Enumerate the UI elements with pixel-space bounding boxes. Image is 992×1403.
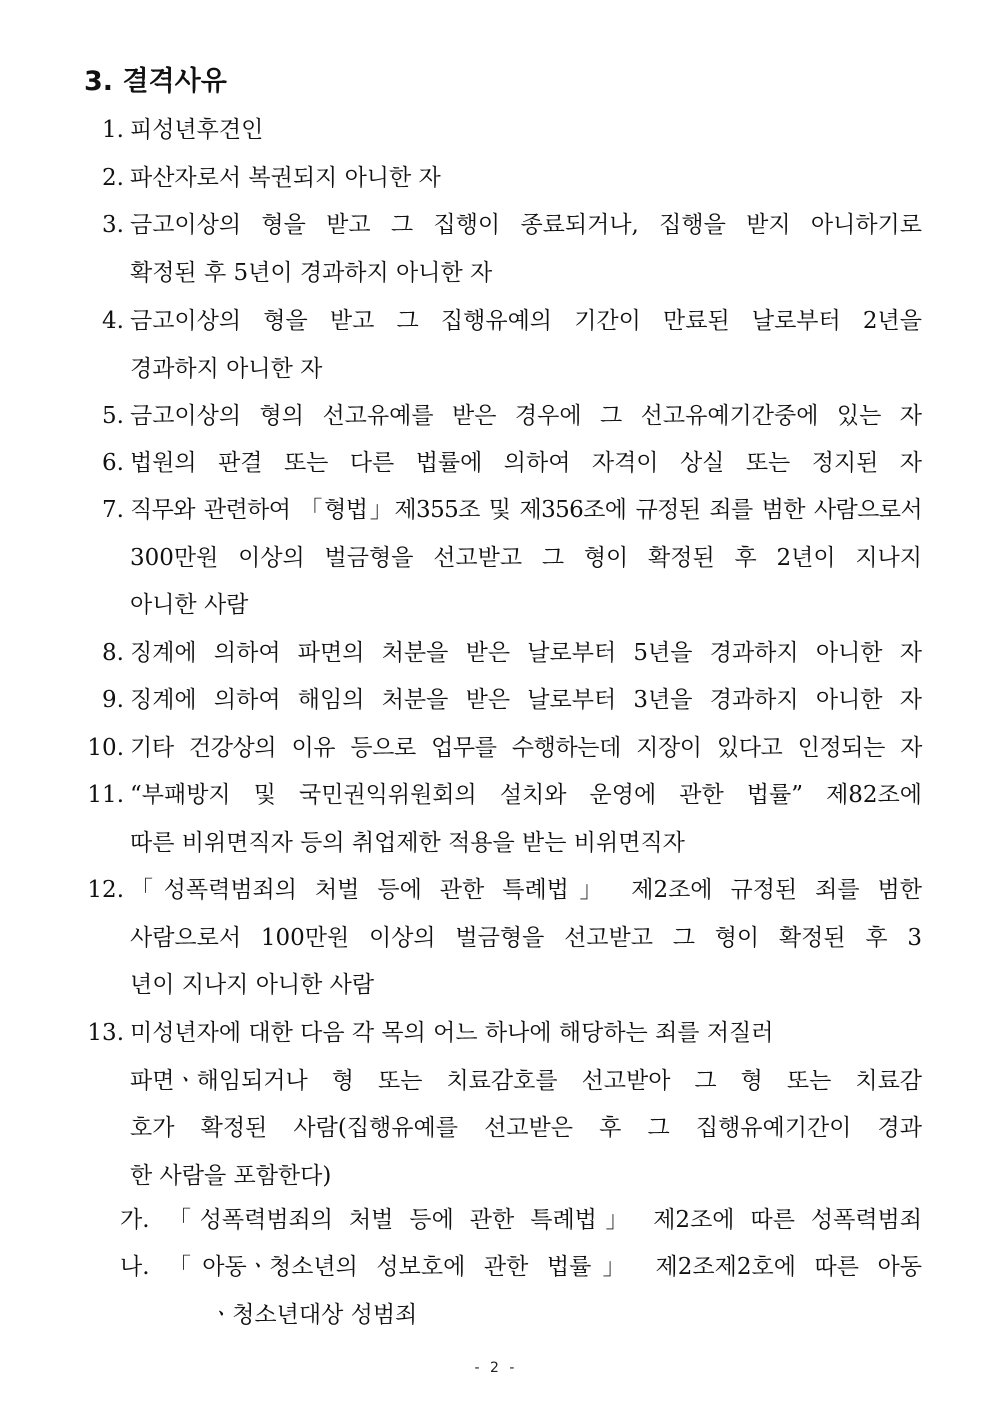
list-item [80, 725, 922, 773]
item-text [130, 772, 922, 867]
sub-item-line: 「아동ㆍ청소년의 성보호에 관한 법률」 제2조제2호에 따른 아동 [168, 1254, 922, 1280]
list-item [80, 487, 922, 630]
list-item [80, 630, 922, 678]
item-number: 5. [102, 403, 124, 429]
item-line: 금고이상의 형을 받고 그 집행이 종료되거나, 집행을 받지 아니하기로 [130, 212, 922, 238]
item-line: 직무와 관련하여 「형법」제355조 및 제356조에 규정된 죄를 범한 사람으로서 [130, 497, 922, 523]
sub-item-mark: 가. [120, 1207, 150, 1233]
item-text [130, 155, 922, 203]
item-text [130, 867, 922, 1010]
list-item [80, 440, 922, 488]
list-item [80, 298, 922, 393]
item-text [130, 677, 922, 725]
item-line: 호가 확정된 사람(집행유예를 선고받은 후 그 집행유예기간이 경과 [130, 1115, 922, 1141]
item-number: 6. [102, 450, 124, 476]
sub-item [120, 1197, 922, 1245]
item-line: 년이 지나지 아니한 사람 [130, 972, 375, 998]
item-line: 파산자로서 복권되지 아니한 자 [130, 165, 441, 191]
item-line: 피성년후견인 [130, 117, 264, 143]
sub-item-line: ㆍ청소년대상 성범죄 [210, 1301, 418, 1328]
item-line: 따른 비위면직자 등의 취업제한 적용을 받는 비위면직자 [130, 829, 685, 856]
item-line: 금고이상의 형의 선고유예를 받은 경우에 그 선고유예기간중에 있는 자 [130, 403, 922, 429]
item-text [130, 630, 922, 678]
list-item [80, 867, 922, 1010]
list-item [80, 155, 922, 203]
list-item [80, 677, 922, 725]
item-line: 「성폭력범죄의 처벌 등에 관한 특례법」 제2조에 규정된 죄를 범한 [130, 877, 922, 903]
section-heading: 3. 결격사유 [84, 66, 227, 97]
item-line: “부패방지 및 국민권익위원회의 설치와 운영에 관한 법률” 제82조에 [130, 782, 922, 808]
item-number: 9. [102, 687, 124, 713]
item-line: 법원의 판결 또는 다른 법률에 의하여 자격이 상실 또는 정지된 자 [130, 450, 922, 476]
item-number: 11. [87, 782, 124, 808]
item-line: 기타 건강상의 이유 등으로 업무를 수행하는데 지장이 있다고 인정되는 자 [130, 735, 922, 761]
item-text [130, 725, 922, 773]
item-line: 사람으로서 100만원 이상의 벌금형을 선고받고 그 형이 확정된 후 3 [130, 924, 922, 951]
item-text [130, 298, 922, 393]
item-line: 미성년자에 대한 다음 각 목의 어느 하나에 해당하는 죄를 저질러 [130, 1020, 774, 1046]
item-number: 13. [87, 1020, 124, 1046]
sub-item [120, 1244, 922, 1339]
page-number: - 2 - [474, 1360, 518, 1376]
list-item [80, 1010, 922, 1200]
item-number: 8. [102, 640, 124, 666]
list-item [80, 393, 922, 441]
item-line: 확정된 후 5년이 경과하지 아니한 자 [130, 259, 493, 286]
item-line: 금고이상의 형을 받고 그 집행유예의 기간이 만료된 날로부터 2년을 [130, 308, 922, 334]
item-text [130, 1010, 922, 1200]
item-line: 징계에 의하여 파면의 처분을 받은 날로부터 5년을 경과하지 아니한 자 [130, 640, 922, 666]
item-text [130, 202, 922, 297]
item-number: 12. [87, 877, 124, 903]
item-number: 1. [102, 117, 124, 143]
item-line: 파면ㆍ해임되거나 형 또는 치료감호를 선고받아 그 형 또는 치료감 [130, 1067, 922, 1094]
sub-item-text [168, 1244, 922, 1339]
item-line: 경과하지 아니한 자 [130, 355, 323, 382]
item-line: 한 사람을 포함한다) [130, 1162, 332, 1189]
item-text [130, 487, 922, 630]
item-number: 4. [102, 308, 124, 334]
item-line: 징계에 의하여 해임의 처분을 받은 날로부터 3년을 경과하지 아니한 자 [130, 687, 922, 713]
item-line: 아니한 사람 [130, 592, 249, 618]
sub-item-mark: 나. [120, 1254, 150, 1280]
item-number: 3. [102, 212, 124, 238]
item-line: 300만원 이상의 벌금형을 선고받고 그 형이 확정된 후 2년이 지나지 [130, 544, 922, 571]
list-item [80, 107, 922, 155]
sub-item-line: 「성폭력범죄의 처벌 등에 관한 특례법」 제2조에 따른 성폭력범죄 [168, 1207, 922, 1233]
item-text [130, 393, 922, 441]
item-number: 7. [102, 497, 124, 523]
item-number: 2. [102, 165, 124, 191]
item-number: 10. [87, 735, 124, 761]
item-text [130, 107, 922, 155]
list-item [80, 772, 922, 867]
list-item [80, 202, 922, 297]
item-text [130, 440, 922, 488]
sub-item-text [168, 1197, 922, 1245]
